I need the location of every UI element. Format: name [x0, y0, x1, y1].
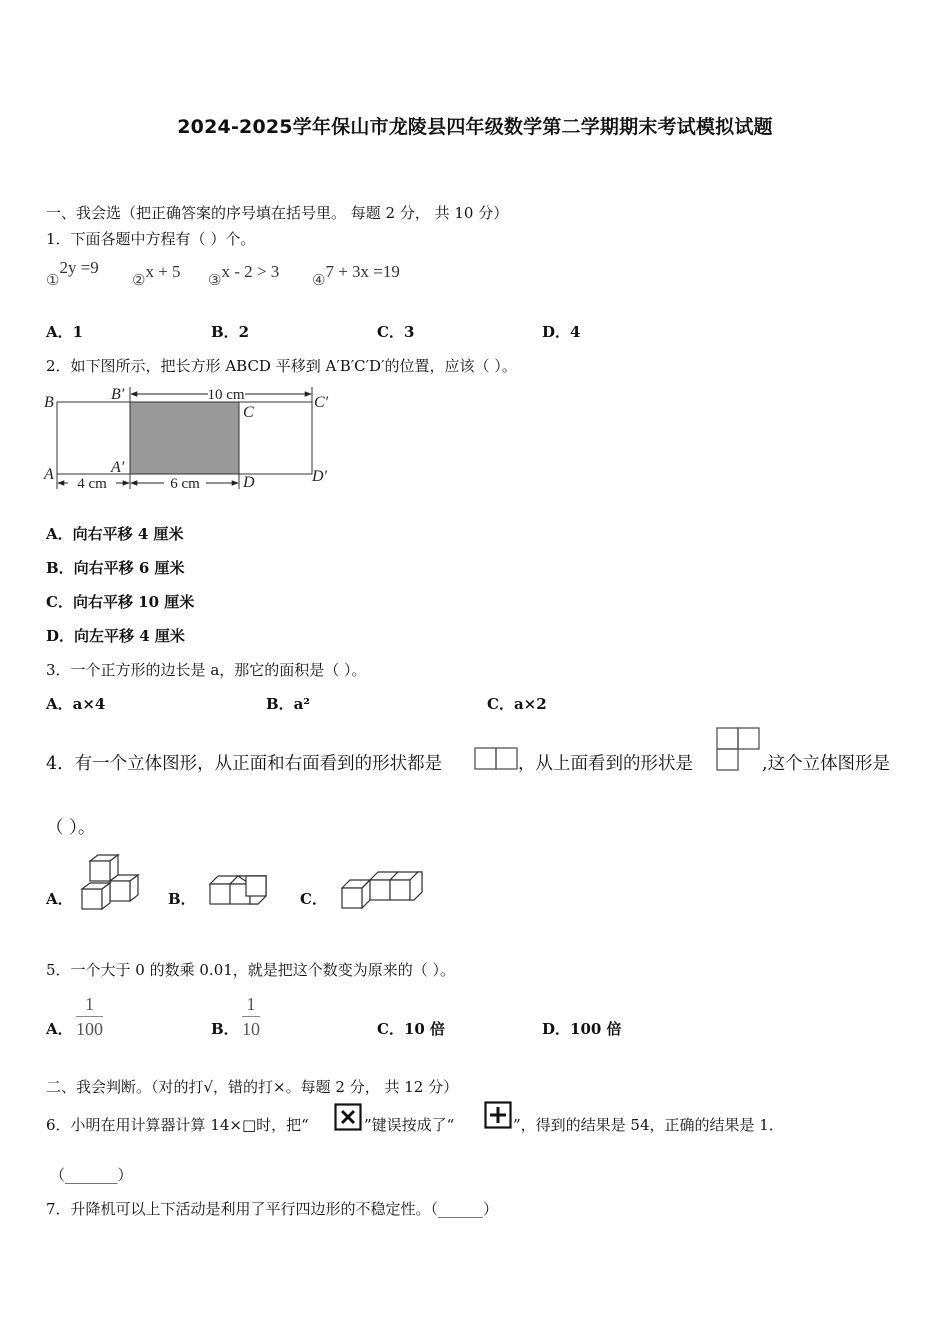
label-Ap: A′: [111, 459, 125, 476]
dim-mid: 6 cm: [170, 476, 200, 492]
q2-option-d: D．向左平移 4 厘米: [46, 627, 185, 645]
section1-heading: 一、我会选（把正确答案的序号填在括号里。 每题 2 分， 共 10 分）: [46, 204, 509, 222]
q4-stem-part2: ，从上面看到的形状是: [518, 754, 693, 774]
q5-b-numerator: 1: [246, 994, 256, 1014]
q5-b-denominator: 10: [242, 1019, 260, 1039]
q4-option-b: B．: [168, 890, 196, 908]
translation-figure: [40, 383, 340, 495]
q6-stem-part3: ”，得到的结果是 54，正确的结果是 1．: [513, 1116, 784, 1134]
q1-item-3-num: ③: [208, 271, 222, 289]
q5-a-denominator: 100: [76, 1019, 103, 1039]
q5-a-numerator: 1: [85, 994, 94, 1014]
q5-option-d: D．100 倍: [542, 1020, 622, 1038]
q1-option-b: B．2: [211, 323, 250, 341]
q3-option-b: B．a²: [266, 695, 310, 713]
q4-blank: （ ）。: [46, 818, 96, 838]
dim-left: 4 cm: [77, 476, 107, 492]
q3-option-a: A．a×4: [46, 695, 106, 713]
label-B: B: [44, 394, 54, 411]
q5-option-c: C．10 倍: [377, 1020, 446, 1038]
q1-option-c: C．3: [377, 323, 415, 341]
top-view-icon: [716, 727, 762, 773]
q1-stem: 1．下面各题中方程有（ ）个。: [46, 230, 256, 248]
q1-option-d: D．4: [542, 323, 581, 341]
section2-heading: 二、我会判断。（对的打√，错的打×。每题 2 分， 共 12 分）: [46, 1078, 459, 1096]
q3-stem: 3．一个正方形的边长是 a，那它的面积是（ ）。: [46, 661, 367, 679]
q5-option-a-fraction: [76, 994, 103, 1039]
q1-item-4: [312, 262, 400, 289]
q2-option-b: B．向右平移 6 厘米: [46, 559, 185, 577]
page-title: 2024-2025学年保山市龙陵县四年级数学第二学期期末考试模拟试题: [177, 116, 773, 138]
q4-stem-part3: ,这个立体图形是: [762, 754, 891, 774]
front-view-icon: [474, 747, 518, 771]
cube-figure-a: [78, 853, 144, 913]
q1-item-2-expr: x + 5: [145, 262, 181, 281]
q2-stem: 2．如下图所示，把长方形 ABCD 平移到 A′B′C′D′的位置，应该（ ）。: [46, 357, 517, 375]
cube-figure-b: [206, 870, 272, 912]
q7-stem: 7．升降机可以上下活动是利用了平行四边形的不稳定性。（______）: [46, 1200, 499, 1218]
q5-option-a-label: A．: [46, 1020, 73, 1038]
q4-option-c: C．: [300, 890, 327, 908]
q1-item-2: [132, 262, 181, 289]
label-A: A: [44, 466, 54, 483]
q4-option-a: A．: [46, 890, 73, 908]
q2-option-c: C．向右平移 10 厘米: [46, 593, 195, 611]
q1-item-1: [46, 258, 99, 289]
q6-answer-blank: （_______）: [50, 1166, 133, 1184]
q1-item-3: [208, 262, 280, 289]
q1-option-a: A．1: [46, 323, 84, 341]
q1-item-1-expr: 2y =9: [59, 258, 99, 277]
q5-stem: 5．一个大于 0 的数乘 0.01，就是把这个数变为原来的（ ）。: [46, 961, 456, 979]
q6-stem-part1: 6．小明在用计算器计算 14×□时，把“: [46, 1116, 309, 1134]
q6-stem-part2: ”键误按成了“: [364, 1116, 455, 1134]
plus-key-icon: [484, 1101, 512, 1129]
q1-item-3-expr: x - 2 > 3: [221, 262, 280, 281]
cube-figure-c: [338, 870, 428, 914]
overlap-shaded-rect: [130, 402, 239, 474]
q2-option-a: A．向右平移 4 厘米: [46, 525, 184, 543]
label-Dp: D′: [312, 468, 328, 485]
dim-top: 10 cm: [207, 387, 245, 403]
q1-item-4-num: ④: [312, 271, 326, 289]
label-Cp: C′: [314, 394, 329, 411]
q1-item-1-num: ①: [46, 271, 60, 289]
label-C: C: [243, 404, 254, 421]
multiply-key-icon: [334, 1103, 362, 1131]
q3-option-c: C．a×2: [487, 695, 547, 713]
q1-item-4-expr: 7 + 3x =19: [325, 262, 400, 281]
label-D: D: [243, 474, 255, 491]
q5-option-b-label: B．: [211, 1020, 239, 1038]
q5-option-b-fraction: [242, 994, 260, 1039]
q4-stem-part1: 4．有一个立体图形，从正面和右面看到的形状都是: [46, 754, 443, 774]
label-Bp: B′: [111, 386, 125, 403]
q1-item-2-num: ②: [132, 271, 146, 289]
